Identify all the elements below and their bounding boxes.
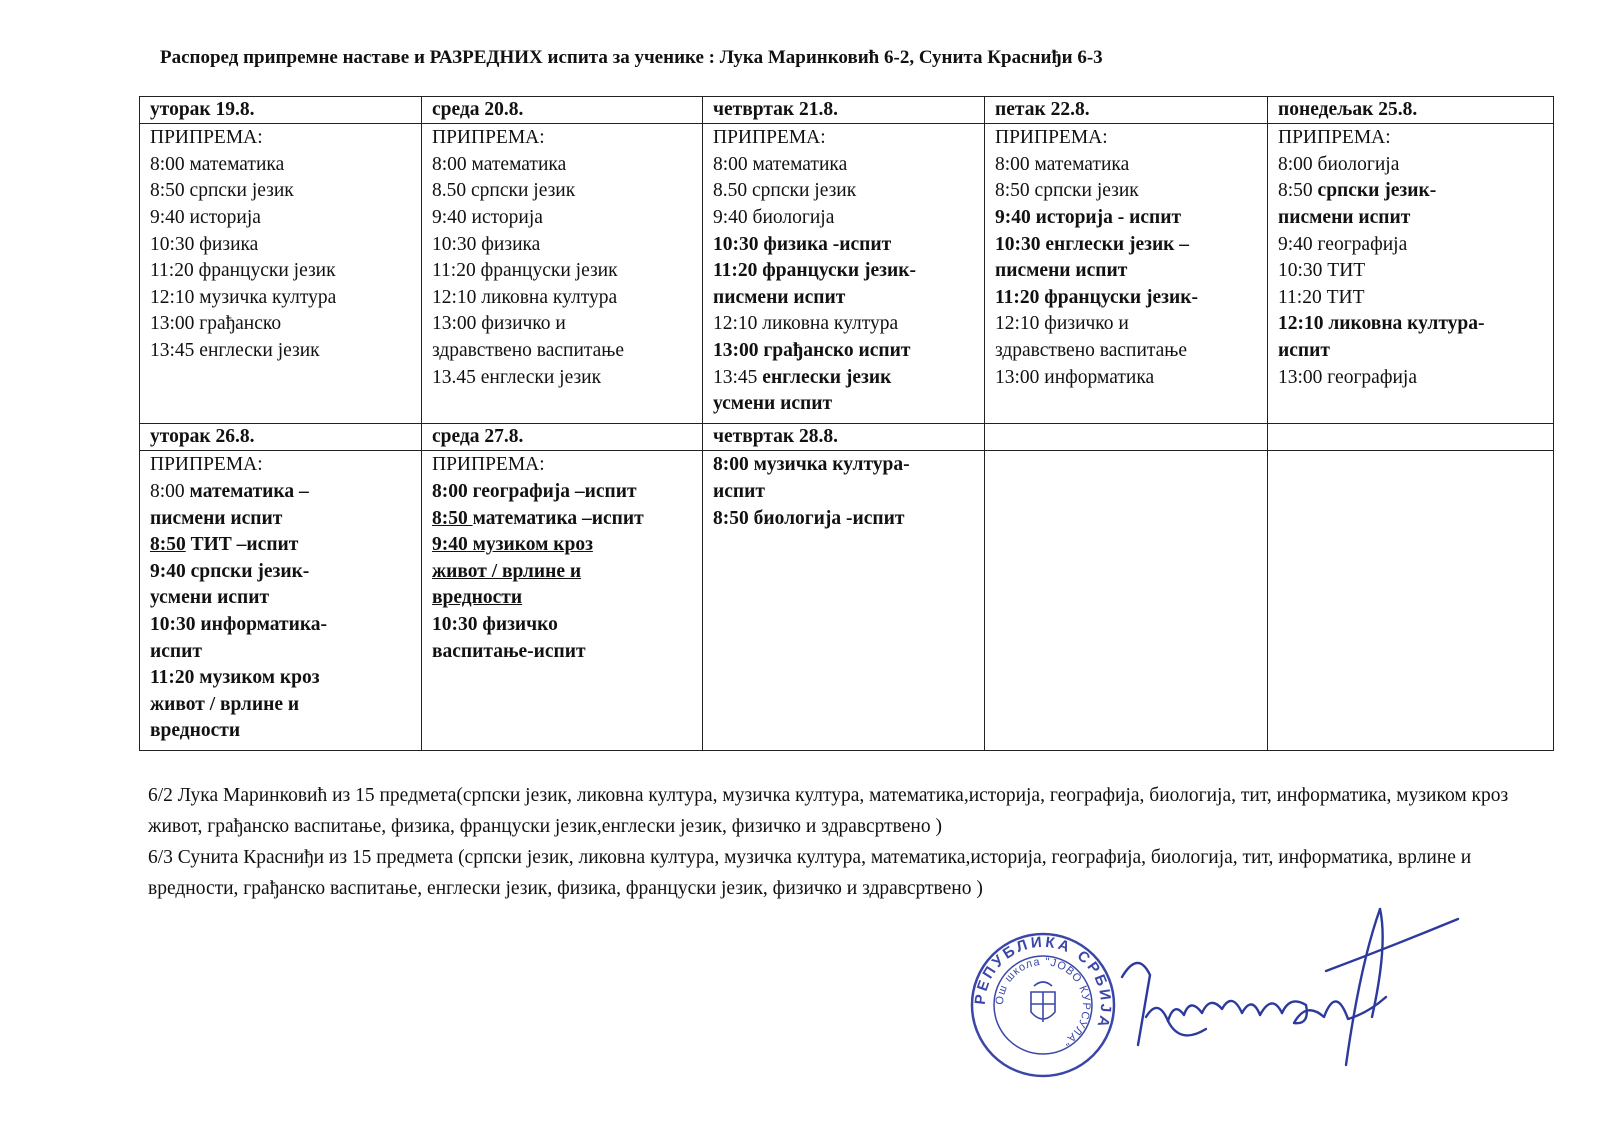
schedule-entry bbox=[1278, 365, 1543, 392]
day-header: четвртак 28.8. bbox=[703, 424, 985, 451]
schedule-entry-text: ПРИПРЕМА: bbox=[150, 127, 263, 149]
schedule-entry bbox=[150, 692, 411, 719]
schedule-entry-text: 8:00 bbox=[150, 481, 190, 503]
schedule-entry bbox=[713, 125, 974, 152]
week-schedule-row bbox=[140, 451, 1554, 751]
schedule-entry bbox=[150, 532, 411, 559]
schedule-entry-text: усмени испит bbox=[713, 393, 833, 415]
schedule-entry-text: 13:00 грађанско испит bbox=[713, 340, 911, 362]
note-student-6-3: 6/3 Сунита Красниђи из 15 предмета (српски језик, ликовна култура, музичка култура, математика,историја, географија, биологија, тит, информатика, врлине и вредности, грађанско васпитање, енглески језик, физика, француски језик, физичко и здравсртвено ) bbox=[148, 847, 1472, 899]
schedule-entry-text: 9:40 биологија bbox=[713, 207, 835, 229]
day-schedule-cell bbox=[422, 124, 703, 424]
schedule-entry bbox=[432, 125, 692, 152]
schedule-entry-text: 10:30 ТИТ bbox=[1278, 260, 1366, 282]
schedule-entry-text: 13:00 грађанско bbox=[150, 313, 282, 335]
day-schedule-cell bbox=[703, 124, 985, 424]
schedule-entry bbox=[1278, 125, 1543, 152]
schedule-entry bbox=[1278, 232, 1543, 259]
week-header-row bbox=[140, 424, 1554, 451]
schedule-entry bbox=[150, 639, 411, 666]
schedule-entry-text: 8:00 математика bbox=[150, 153, 285, 175]
day-header: среда 27.8. bbox=[422, 424, 703, 451]
schedule-entry-text: 10:30 физика bbox=[432, 233, 541, 255]
schedule-entry bbox=[432, 205, 692, 232]
schedule-entry bbox=[150, 585, 411, 612]
schedule-entry-text: 9:40 историја bbox=[432, 207, 543, 229]
schedule-entry bbox=[713, 338, 974, 365]
schedule-entry-text: 8.50 српски језик bbox=[713, 180, 857, 202]
schedule-entry-text: ПРИПРЕМА: bbox=[432, 454, 545, 476]
schedule-entry-text: 9:40 историја - испит bbox=[995, 207, 1182, 229]
schedule-entry bbox=[150, 311, 411, 338]
schedule-entry-exam-text: енглески језик bbox=[762, 366, 892, 388]
schedule-entry bbox=[432, 612, 692, 639]
schedule-entry bbox=[432, 311, 692, 338]
schedule-entry bbox=[432, 232, 692, 259]
schedule-entry-exam-text: математика – bbox=[189, 481, 309, 503]
schedule-entry-text: 12:10 физичко и bbox=[995, 313, 1129, 335]
schedule-entry bbox=[713, 285, 974, 312]
schedule-entry bbox=[713, 311, 974, 338]
schedule-entry-text: ПРИПРЕМА: bbox=[1278, 127, 1391, 149]
day-header: петак 22.8. bbox=[985, 97, 1268, 124]
schedule-entry-text: 12:10 ликовна култура bbox=[432, 286, 618, 308]
schedule-entry-text: 13:00 информатика bbox=[995, 366, 1155, 388]
schedule-entry-text: 13.45 енглески језик bbox=[432, 366, 602, 388]
schedule-entry bbox=[713, 391, 974, 418]
schedule-entry bbox=[150, 178, 411, 205]
schedule-entry-text: ПРИПРЕМА: bbox=[432, 127, 545, 149]
svg-text:Ош школа "ЈОВО КУРСУЛА": Ош школа "ЈОВО КУРСУЛА" bbox=[993, 955, 1093, 1049]
schedule-entry bbox=[995, 311, 1257, 338]
schedule-entry bbox=[713, 506, 974, 533]
schedule-entry-text: 12:10 ликовна култура bbox=[713, 313, 899, 335]
schedule-entry bbox=[713, 258, 974, 285]
week-header-row bbox=[140, 97, 1554, 124]
day-header: четвртак 21.8. bbox=[703, 97, 985, 124]
schedule-entry-text: усмени испит bbox=[150, 587, 270, 609]
schedule-entry bbox=[432, 258, 692, 285]
schedule-table bbox=[139, 96, 1554, 751]
schedule-entry-text: 13:00 географија bbox=[1278, 366, 1417, 388]
schedule-entry bbox=[432, 285, 692, 312]
day-schedule-cell bbox=[1268, 124, 1554, 424]
schedule-entry bbox=[432, 506, 692, 533]
schedule-entry-text: 10:30 енглески језик – bbox=[995, 233, 1190, 255]
schedule-entry-text: 9:40 историја bbox=[150, 207, 261, 229]
schedule-entry bbox=[150, 559, 411, 586]
notes-section bbox=[148, 780, 1528, 904]
schedule-entry bbox=[995, 338, 1257, 365]
schedule-entry-text: 11:20 ТИТ bbox=[1278, 286, 1365, 308]
schedule-entry bbox=[150, 232, 411, 259]
schedule-entry-text: вредности bbox=[150, 720, 241, 742]
schedule-entry bbox=[1278, 285, 1543, 312]
schedule-entry-text: 11:20 француски језик bbox=[150, 260, 336, 282]
schedule-entry-text: живот / врлине и bbox=[150, 693, 300, 715]
schedule-entry bbox=[713, 178, 974, 205]
schedule-entry-exam-text: математика –испит bbox=[472, 507, 644, 529]
document-title: Распоред припремне наставе и РАЗРЕДНИХ испита за ученике : Лука Маринковић 6-2, Сунита Красниђи 6-3 bbox=[160, 47, 1103, 68]
schedule-entry bbox=[432, 479, 692, 506]
day-schedule-cell bbox=[985, 451, 1268, 751]
schedule-entry bbox=[713, 452, 974, 479]
schedule-entry bbox=[432, 559, 692, 586]
schedule-entry-text: 12:10 ликовна култура- bbox=[1278, 313, 1485, 335]
schedule-entry bbox=[1278, 152, 1543, 179]
coat-of-arms-icon bbox=[1031, 982, 1055, 1022]
schedule-entry-text: 9:40 музиком кроз bbox=[432, 534, 593, 556]
day-schedule-cell bbox=[703, 451, 985, 751]
schedule-entry bbox=[995, 205, 1257, 232]
schedule-entry-text: испит bbox=[713, 481, 765, 503]
schedule-entry-text: васпитање-испит bbox=[432, 640, 586, 662]
schedule-entry bbox=[432, 365, 692, 392]
schedule-entry-text: 10:30 физичко bbox=[432, 614, 558, 636]
schedule-entry bbox=[432, 639, 692, 666]
schedule-entry bbox=[713, 479, 974, 506]
director-signature bbox=[1110, 905, 1470, 1080]
schedule-entry bbox=[150, 285, 411, 312]
schedule-entry bbox=[995, 285, 1257, 312]
day-header bbox=[985, 424, 1268, 451]
schedule-entry bbox=[713, 205, 974, 232]
schedule-entry bbox=[713, 232, 974, 259]
schedule-entry-text: 13:00 физичко и bbox=[432, 313, 566, 335]
schedule-entry bbox=[995, 152, 1257, 179]
day-schedule-cell bbox=[422, 451, 703, 751]
schedule-entry bbox=[150, 258, 411, 285]
schedule-entry-text: 8:00 географија –испит bbox=[432, 481, 637, 503]
schedule-entry-text: здравствено васпитање bbox=[432, 340, 625, 362]
schedule-entry-text: 11:20 музиком кроз bbox=[150, 667, 320, 689]
schedule-entry bbox=[150, 152, 411, 179]
schedule-entry-exam-text: ТИТ –испит bbox=[185, 534, 299, 556]
schedule-entry bbox=[995, 232, 1257, 259]
schedule-entry-text: писмени испит bbox=[713, 286, 846, 308]
day-header: уторак 26.8. bbox=[140, 424, 422, 451]
day-schedule-cell bbox=[140, 124, 422, 424]
schedule-entry bbox=[432, 152, 692, 179]
schedule-entry-text: ПРИПРЕМА: bbox=[150, 454, 263, 476]
day-schedule-cell bbox=[985, 124, 1268, 424]
schedule-entry bbox=[150, 506, 411, 533]
schedule-entry-text: 9:40 географија bbox=[1278, 233, 1408, 255]
day-schedule-cell bbox=[140, 451, 422, 751]
schedule-entry bbox=[713, 365, 974, 392]
schedule-entry-text: 8:00 математика bbox=[432, 153, 567, 175]
schedule-entry-text: ПРИПРЕМА: bbox=[713, 127, 826, 149]
schedule-entry bbox=[995, 125, 1257, 152]
schedule-entry bbox=[995, 365, 1257, 392]
schedule-entry bbox=[432, 178, 692, 205]
schedule-entry bbox=[432, 532, 692, 559]
schedule-entry bbox=[1278, 311, 1543, 338]
schedule-entry-text: 10:30 физика -испит bbox=[713, 233, 892, 255]
schedule-entry bbox=[150, 718, 411, 745]
schedule-entry-text: 11:20 француски језик- bbox=[713, 260, 916, 282]
schedule-entry-text: писмени испит bbox=[1278, 207, 1411, 229]
schedule-entry bbox=[150, 665, 411, 692]
schedule-entry bbox=[1278, 178, 1543, 205]
schedule-entry-text: ПРИПРЕМА: bbox=[995, 127, 1108, 149]
schedule-entry-text: 8:00 математика bbox=[995, 153, 1130, 175]
schedule-entry-text: 11:20 француски језик- bbox=[995, 286, 1198, 308]
schedule-entry-text: 10:30 физика bbox=[150, 233, 259, 255]
schedule-entry bbox=[150, 338, 411, 365]
schedule-entry bbox=[150, 612, 411, 639]
schedule-entry-text: 8:00 биологија bbox=[1278, 153, 1400, 175]
schedule-entry-text: 8:50 српски језик bbox=[150, 180, 294, 202]
schedule-entry-text: вредности bbox=[432, 587, 523, 609]
day-schedule-cell bbox=[1268, 451, 1554, 751]
day-header: среда 20.8. bbox=[422, 97, 703, 124]
day-header bbox=[1268, 424, 1554, 451]
schedule-entry bbox=[1278, 205, 1543, 232]
schedule-entry bbox=[995, 178, 1257, 205]
week-schedule-row bbox=[140, 124, 1554, 424]
schedule-entry-text: 8:50 српски језик bbox=[995, 180, 1139, 202]
schedule-entry-text: 8.50 српски језик bbox=[432, 180, 576, 202]
schedule-entry-text: 10:30 информатика- bbox=[150, 614, 328, 636]
schedule-entry-text: 8:50 биологија -испит bbox=[713, 507, 905, 529]
svg-text:РЕПУБЛИКА СРБИЈА: РЕПУБЛИКА СРБИЈА bbox=[971, 933, 1115, 1032]
schedule-entry-text: 9:40 српски језик- bbox=[150, 560, 310, 582]
schedule-entry-text: 12:10 музичка култура bbox=[150, 286, 337, 308]
school-seal bbox=[968, 930, 1118, 1080]
schedule-entry bbox=[150, 205, 411, 232]
day-header: уторак 19.8. bbox=[140, 97, 422, 124]
schedule-entry bbox=[150, 479, 411, 506]
schedule-entry-text: здравствено васпитање bbox=[995, 340, 1188, 362]
schedule-entry bbox=[1278, 338, 1543, 365]
schedule-entry-text: 8:00 математика bbox=[713, 153, 848, 175]
schedule-entry-text: писмени испит bbox=[150, 507, 283, 529]
schedule-entry-text: 13:45 енглески језик bbox=[150, 340, 320, 362]
schedule-entry bbox=[150, 452, 411, 479]
schedule-entry bbox=[432, 585, 692, 612]
schedule-entry-text: 11:20 француски језик bbox=[432, 260, 618, 282]
schedule-entry-text: 8:50 bbox=[432, 507, 473, 529]
schedule-entry-text: 8:50 bbox=[1278, 180, 1318, 202]
schedule-entry-text: 8:00 музичка култура- bbox=[713, 454, 910, 476]
schedule-entry bbox=[432, 452, 692, 479]
schedule-entry-text: живот / врлине и bbox=[432, 560, 582, 582]
schedule-entry-text: 8:50 bbox=[150, 534, 186, 556]
schedule-entry-exam-text: српски језик- bbox=[1317, 180, 1437, 202]
schedule-entry bbox=[995, 258, 1257, 285]
day-header: понедељак 25.8. bbox=[1268, 97, 1554, 124]
schedule-entry-text: испит bbox=[1278, 340, 1330, 362]
note-student-6-2: 6/2 Лука Маринковић из 15 предмета(српски језик, ликовна култура, музичка култура, математика,историја, географија, биологија, тит, информатика, музиком кроз живот, грађанско васпитање, физика, француски језик,енглески језик, физичко и здравсртвено ) bbox=[148, 785, 1509, 837]
schedule-entry bbox=[150, 125, 411, 152]
schedule-entry bbox=[432, 338, 692, 365]
schedule-entry bbox=[1278, 258, 1543, 285]
schedule-entry-text: испит bbox=[150, 640, 202, 662]
schedule-entry-text: писмени испит bbox=[995, 260, 1128, 282]
schedule-entry bbox=[713, 152, 974, 179]
schedule-entry-text: 13:45 bbox=[713, 366, 763, 388]
